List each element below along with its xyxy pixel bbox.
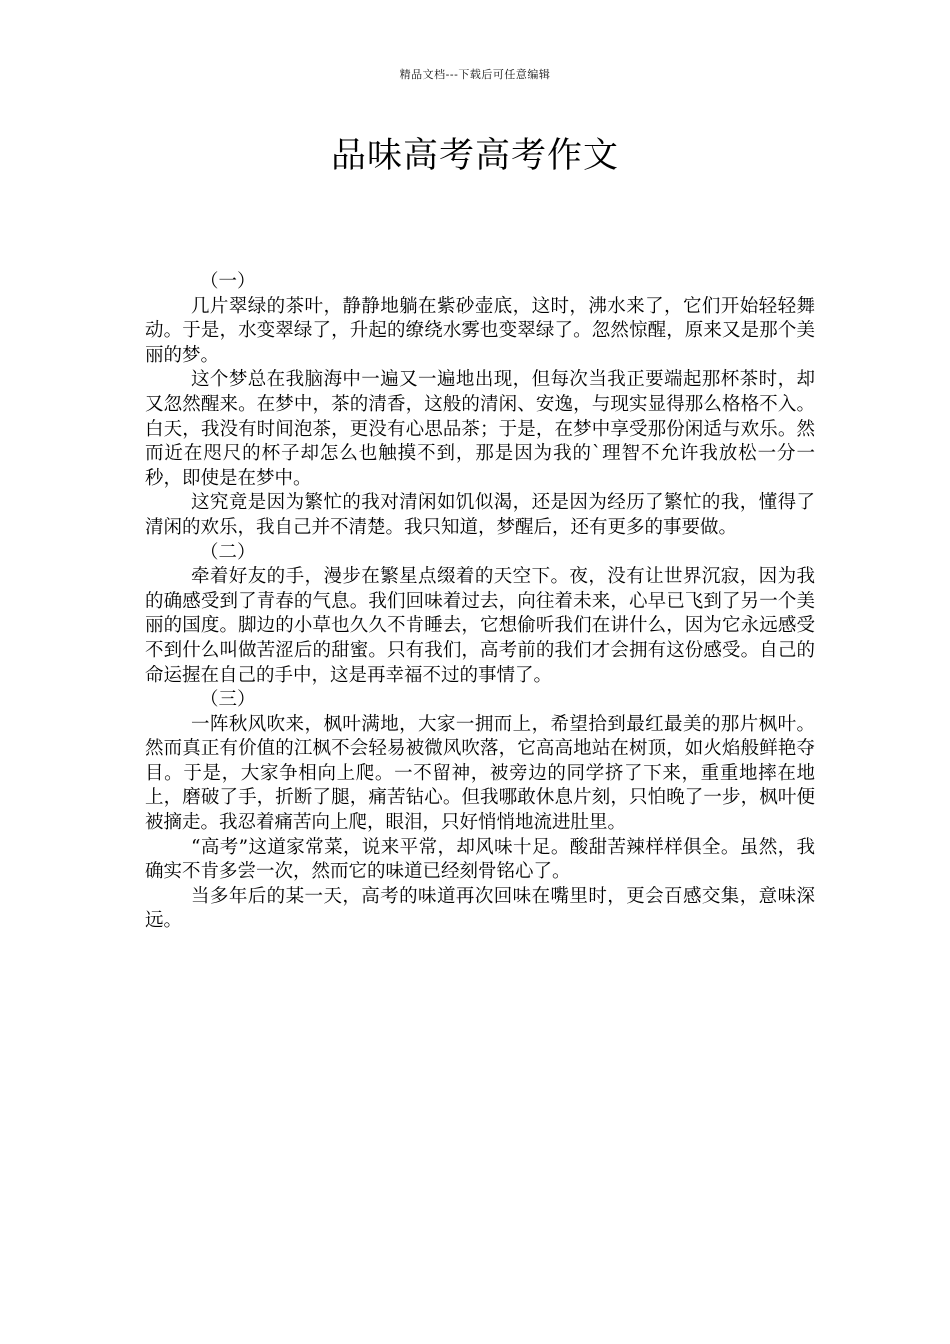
header-note: 精品文档---下载后可任意编辑 (399, 68, 551, 81)
paragraph: 一阵秋风吹来，枫叶满地，大家一拥而上，希望拾到最红最美的那片枫叶。然而真正有价值的江枫不会轻易被微风吹落，它高高地站在树顶，如火焰般鲜艳夺目。于是，大家争相向上爬。一不留神，被旁边的同学挤了下来，重重地摔在地上，磨破了手，折断了腿，痛苦钻心。但我哪敢休息片刻，只怕晚了一步，枫叶便被摘走。我忍着痛苦向上爬，眼泪，只好悄悄地流进肚里。 (145, 713, 815, 834)
section-heading: （一） (200, 271, 256, 292)
section-heading: （三） (200, 689, 256, 711)
section-2 (145, 541, 815, 689)
paragraph: 这究竟是因为繁忙的我对清闲如饥似渴，还是因为经历了繁忙的我，懂得了清闲的欢乐，我自己并不清楚。我只知道，梦醒后，还有更多的事要做。 (145, 492, 815, 538)
section-3 (145, 688, 815, 934)
paragraph: 几片翠绿的茶叶，静静地躺在紫砂壶底，这时，沸水来了，它们开始轻轻舞动。于是，水变翠绿了，升起的缭绕水雾也变翠绿了。忽然惊醒，原来又是那个美丽的梦。 (145, 295, 815, 366)
section-1 (145, 270, 815, 541)
paragraph: “高考”这道家常菜，说来平常，却风味十足。酸甜苦辣样样俱全。虽然，我确实不肯多尝一次，然而它的味道已经刻骨铭心了。 (145, 836, 815, 883)
section-heading: （二） (200, 541, 256, 563)
paragraph: 这个梦总在我脑海中一遍又一遍地出现，但每次当我正要端起那杯茶时，却又忽然醒来。在梦中，茶的清香，这般的清闲、安逸，与现实显得那么格格不入。白天，我没有时间泡茶，更没有心思品茶；于是，在梦中享受那份闲适与欢乐。然而近在咫尺的杯子却怎么也触摸不到，那是因为我的`理智不允许我放松一分一秒，即使是在梦中。 (145, 369, 815, 489)
paragraph: 牵着好友的手，漫步在繁星点缀着的天空下。夜，没有让世界沉寂，因为我的确感受到了青春的气息。我们回味着过去，向往着未来，心早已飞到了另一个美丽的国度。脚边的小草也久久不肯睡去，它想偷听我们在讲什么，因为它永远感受不到什么叫做苦涩后的甜蜜。只有我们，高考前的我们才会拥有这份感受。自己的命运握在自己的手中，这是再幸福不过的事情了。 (145, 566, 815, 686)
page-title: 品味高考高考作文 (330, 136, 619, 176)
paragraph: 当多年后的某一天，高考的味道再次回味在嘴里时，更会百感交集，意味深远。 (145, 885, 815, 932)
document-body (145, 270, 815, 934)
